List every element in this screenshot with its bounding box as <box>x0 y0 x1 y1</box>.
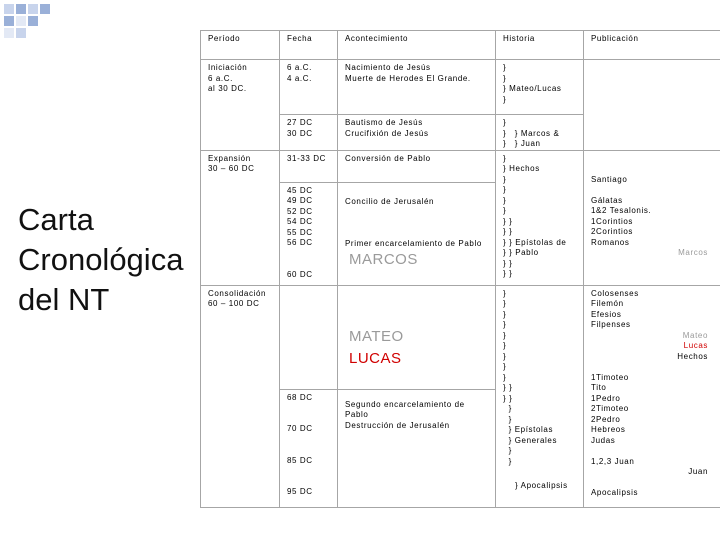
publication-general-epistles: 1Timoteo Tito 1Pedro 2Timoteo 2Pedro Hebreos Judas <box>591 372 629 445</box>
publication-cell <box>584 150 720 285</box>
title-line-1: Carta <box>18 202 94 237</box>
date-cell <box>280 285 338 389</box>
event-cell: Conversión de Pablo <box>338 150 496 182</box>
period-expansion: Expansión 30 – 60 DC <box>201 150 280 285</box>
event-highlight-lucas: LUCAS <box>349 349 402 367</box>
publication-juan: Juan <box>688 467 708 476</box>
history-cell <box>496 285 584 507</box>
slide-title <box>18 200 208 320</box>
publication-cell-empty <box>584 60 720 151</box>
event-cell <box>338 285 496 389</box>
publication-apocalipsis: Apocalipsis <box>591 488 639 497</box>
corner-decoration <box>0 0 60 44</box>
date-cell: 31-33 DC <box>280 150 338 182</box>
table-row <box>201 150 720 182</box>
header-acontecimiento: Acontecimiento <box>338 31 496 60</box>
publication-mateo: Mateo <box>682 330 708 340</box>
event-highlight-marcos: MARCOS <box>349 251 418 268</box>
publication-marcos: Marcos <box>678 248 708 257</box>
event-text: Concilio de Jerusalén Primer encarcelamiento de Pablo <box>345 196 482 248</box>
header-periodo: Período <box>201 31 280 60</box>
event-highlight-mateo: MATEO <box>349 327 404 345</box>
header-publicacion: Publicación <box>584 31 720 60</box>
publication-lucas: Lucas <box>683 341 708 350</box>
date-cell: 68 DC 70 DC 85 DC 95 DC <box>280 389 338 507</box>
title-line-3: del NT <box>18 282 110 317</box>
history-cell: } } } Marcos & } } Juan <box>496 115 584 151</box>
period-consolidacion: Consolidación 60 – 100 DC <box>201 285 280 507</box>
history-apocalipsis: } Apocalipsis <box>515 481 568 490</box>
publication-prison-epistles: Colosenses Filemón Efesios Filpenses <box>591 288 639 329</box>
history-text: } } } } } } } Epístolas de } } Pablo } } } } <box>503 206 567 278</box>
history-cell <box>496 150 584 285</box>
event-cell: Nacimiento de Jesús Muerte de Herodes El Grande. <box>338 60 496 115</box>
history-text: } } Hechos } } } <box>503 153 540 205</box>
header-fecha: Fecha <box>280 31 338 60</box>
publication-santiago: Santiago <box>591 174 628 184</box>
date-cell: 45 DC 49 DC 52 DC 54 DC 55 DC 56 DC 60 DC <box>280 182 338 285</box>
publication-hechos: Hechos <box>677 351 708 361</box>
event-cell: Bautismo de Jesús Crucifixión de Jesús <box>338 115 496 151</box>
date-cell: 27 DC 30 DC <box>280 115 338 151</box>
period-iniciacion: Iniciación 6 a.C. al 30 DC. <box>201 60 280 151</box>
event-cell <box>338 182 496 285</box>
title-line-2: Cronológica <box>18 242 184 277</box>
history-text: } } } } } Epístolas } Generales } } <box>503 393 558 466</box>
publication-juan-letters: 1,2,3 Juan <box>591 456 635 466</box>
table-row <box>201 285 720 389</box>
chronology-table <box>200 30 720 508</box>
publication-cell <box>584 285 720 507</box>
publication-pauline: Gálatas 1&2 Tesalonis. 1Corintios 2Corintios Romanos <box>591 195 652 247</box>
table-header-row <box>201 31 720 60</box>
history-cell: } } } Mateo/Lucas } <box>496 60 584 115</box>
date-cell: 6 a.C. 4 a.C. <box>280 60 338 115</box>
history-text: } } } } } } } } } } } <box>503 288 513 392</box>
header-historia: Historia <box>496 31 584 60</box>
event-cell: Segundo encarcelamiento de Pablo Destrucción de Jerusalén <box>338 389 496 507</box>
table-row <box>201 60 720 115</box>
